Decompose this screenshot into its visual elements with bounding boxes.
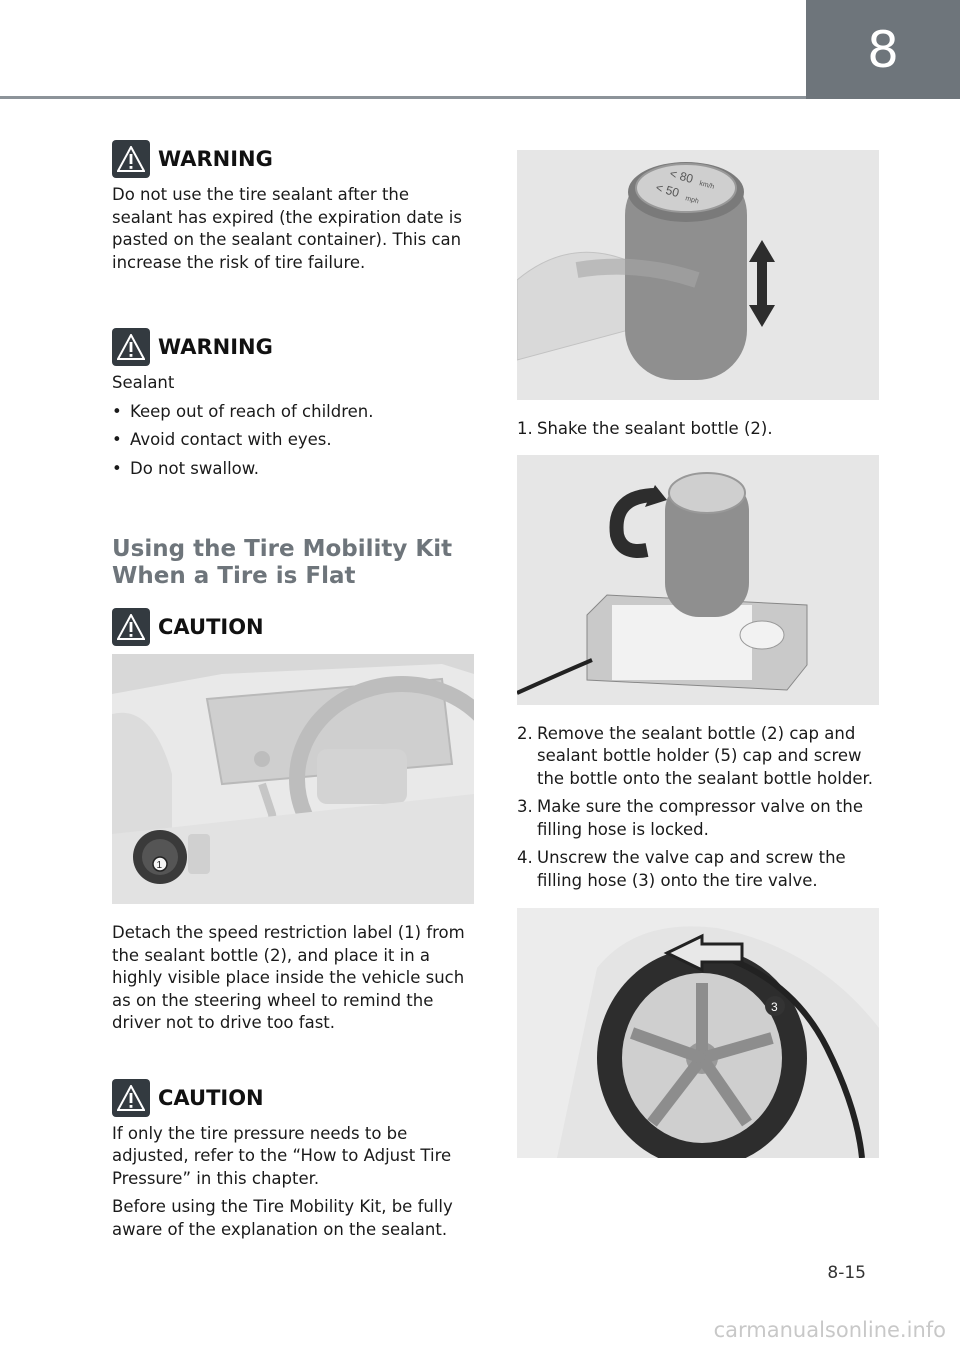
bottle-label-text: km/h (698, 180, 715, 191)
bottle-label-text: < 50 (654, 180, 681, 201)
watermark: carmanualsonline.info (713, 1318, 946, 1342)
bottle-label-text: < 80 (668, 166, 695, 187)
chapter-number: 8 (867, 20, 899, 79)
warning-header (112, 328, 474, 366)
warning-icon (112, 140, 150, 178)
header-rule (0, 96, 806, 99)
step-item: 4. Unscrew the valve cap and screw the filling hose (3) onto the tire valve. (517, 848, 846, 890)
figure-callout-1: 1 (156, 860, 163, 871)
step-item: 1. Shake the sealant bottle (2). (517, 419, 773, 438)
warning-title: WARNING (158, 147, 273, 171)
figure-callout-3: 3 (771, 1000, 778, 1014)
section-title: Using the Tire Mobility Kit When a Tire is Flat (112, 536, 453, 589)
caution-text: If only the tire pressure needs to be adjusted, refer to the “How to Adjust Tire Pressure” in this chapter. (112, 1123, 452, 1188)
caution-header (112, 608, 474, 646)
shake-bottle-figure (517, 150, 879, 400)
warning-text: Do not use the tire sealant after the sealant has expired (the expiration date is pasted on the sealant container). This can increase the risk of tire failure. (112, 185, 462, 272)
list-item: • Do not swallow. (112, 458, 260, 478)
caution-text: Detach the speed restriction label (1) from the sealant bottle (2), and place it in a highly visible place inside the vehicle such as on the steering wheel to remind the driver not to drive too fast. (112, 923, 465, 1032)
caution-header (112, 1079, 474, 1117)
caution-icon (112, 1079, 150, 1117)
screw-bottle-figure (517, 455, 879, 705)
caution-text: Before using the Tire Mobility Kit, be fully aware of the explanation on the sealant. (112, 1197, 453, 1239)
caution-title: CAUTION (158, 1085, 264, 1110)
list-item: • Keep out of reach of children. (112, 401, 374, 421)
chapter-tab (806, 0, 960, 99)
caution-icon (112, 608, 150, 646)
step-item: 2. Remove the sealant bottle (2) cap and sealant bottle holder (5) cap and screw the bottle onto the sealant bottle holder. (517, 723, 873, 788)
list-item: • Avoid contact with eyes. (112, 430, 332, 449)
warning-title: WARNING (158, 335, 273, 359)
caution-title: CAUTION (158, 615, 264, 639)
sealant-label: Sealant (112, 373, 175, 392)
tire-hose-figure (517, 908, 879, 1158)
page-number: 8-15 (827, 1263, 866, 1283)
step-item: 3. Make sure the compressor valve on the filling hose is locked. (517, 797, 864, 839)
bottle-label-text: mph (684, 195, 700, 206)
left-column (112, 140, 474, 1241)
warning-header (112, 140, 474, 178)
warning-icon (112, 328, 150, 366)
right-column (517, 150, 879, 1158)
dashboard-figure (112, 654, 474, 904)
